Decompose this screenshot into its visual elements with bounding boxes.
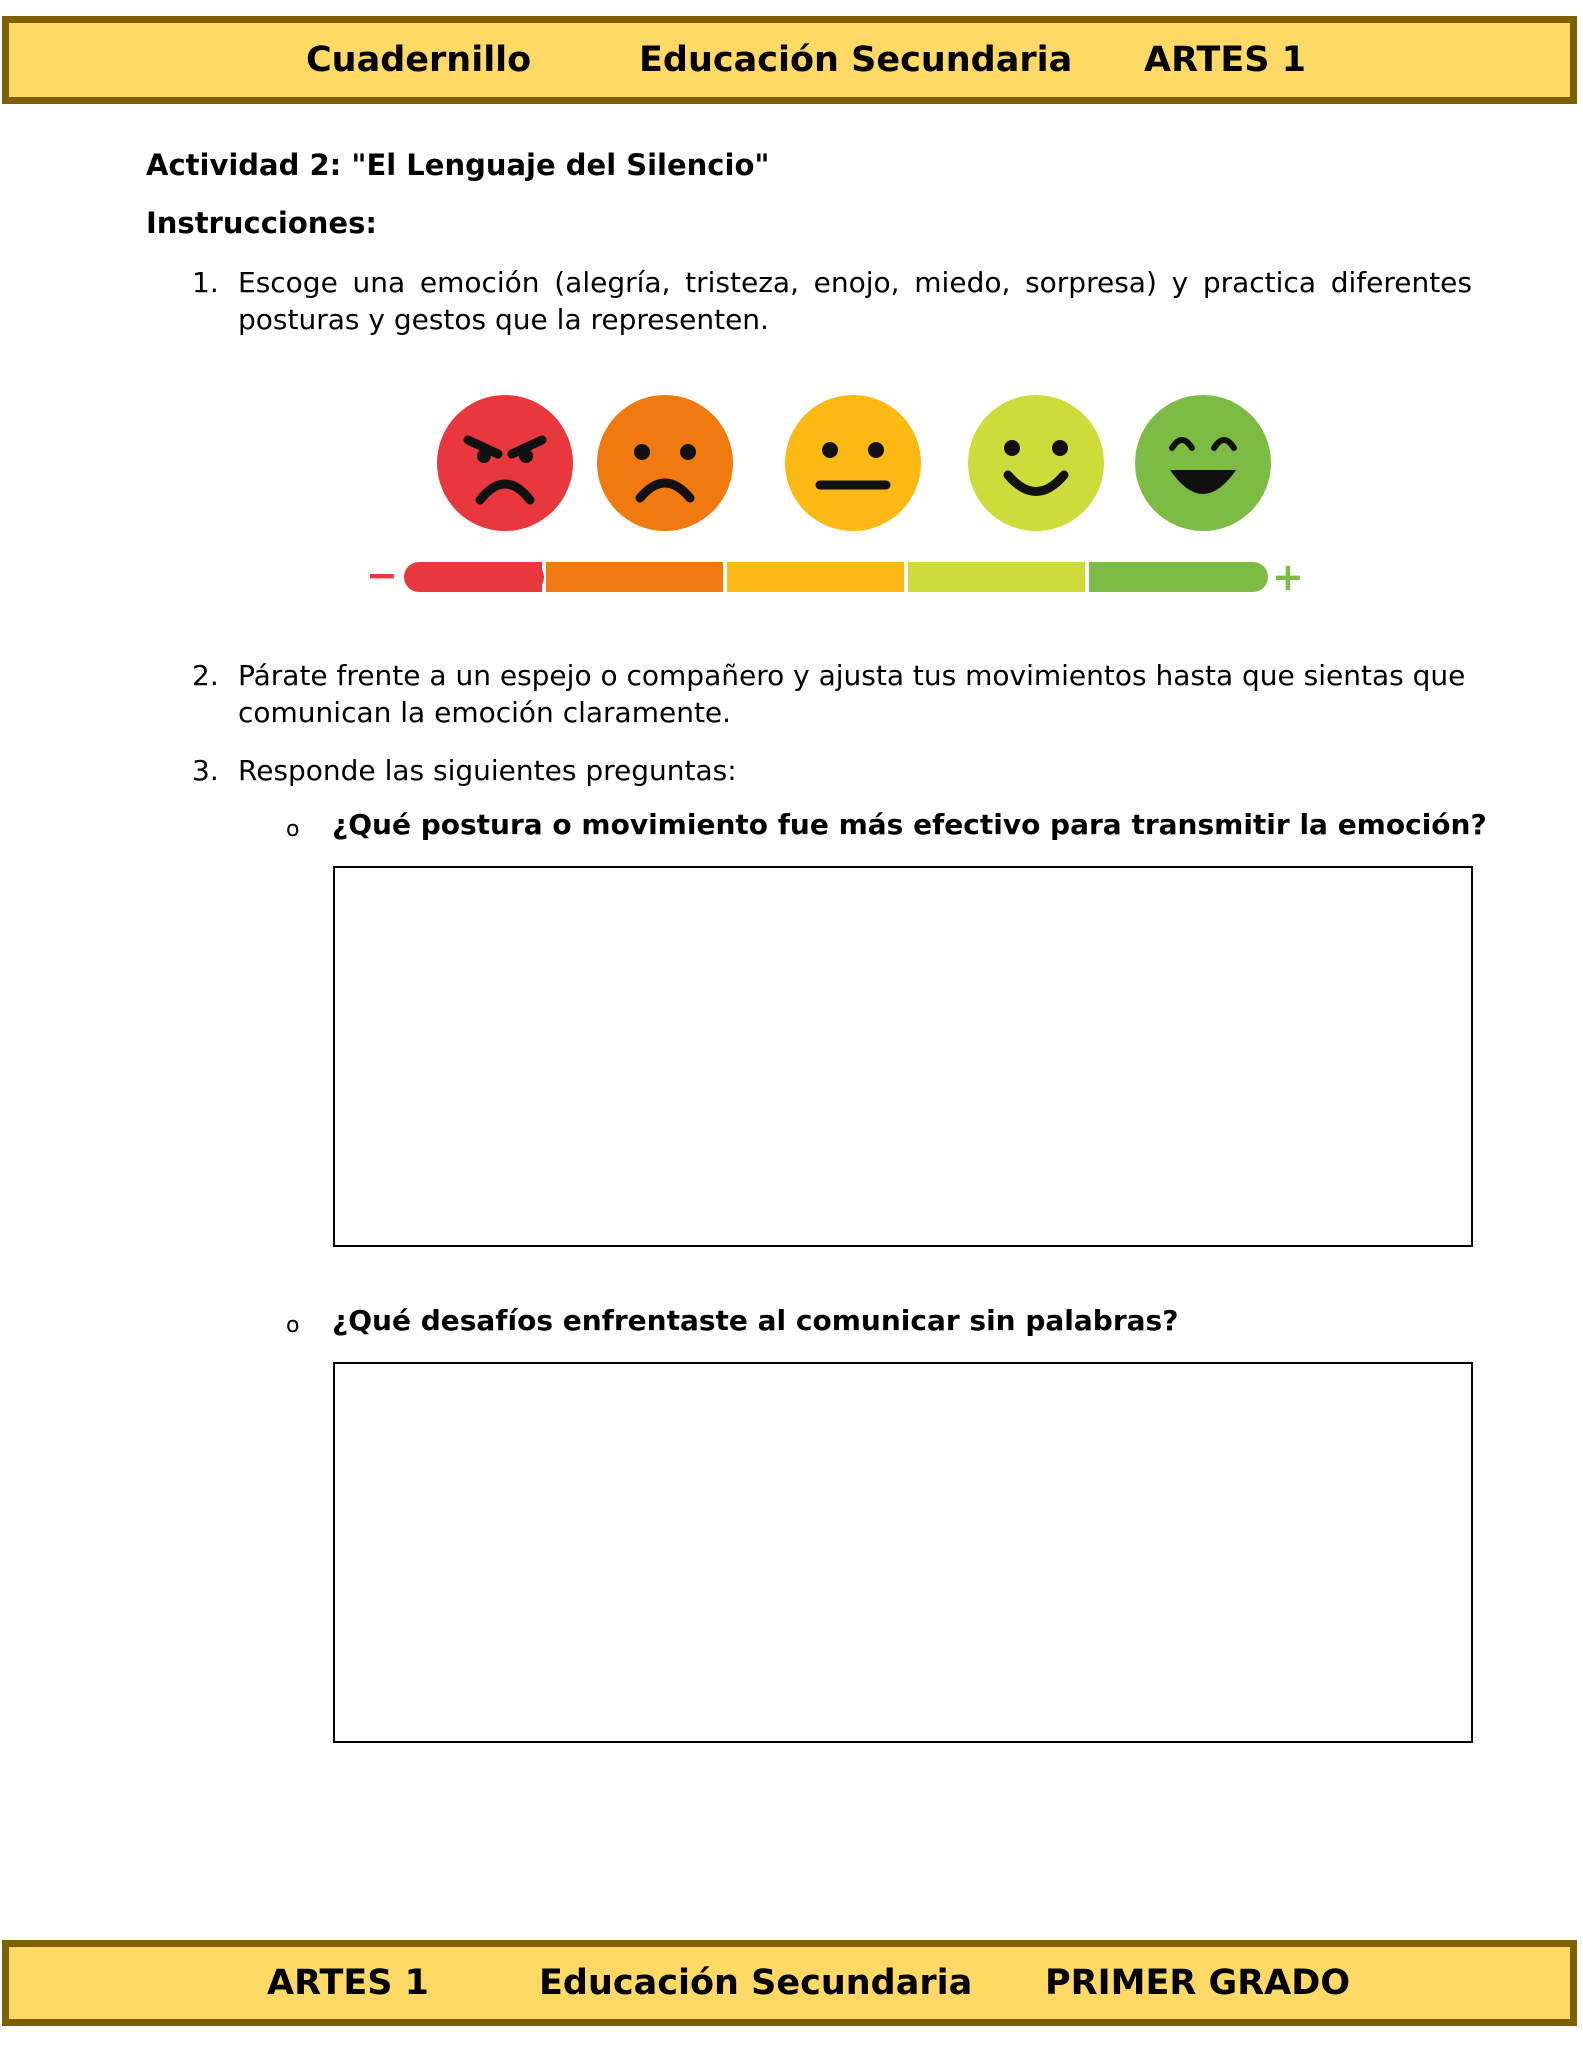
question-1-text: ¿Qué postura o movimiento fue más efectivo para transmitir la emoción? (332, 808, 1487, 841)
answer-box-2[interactable] (333, 1362, 1473, 1743)
smile-face-icon (968, 395, 1104, 531)
emotion-scale (360, 390, 1340, 610)
header-left: Cuadernillo (306, 40, 532, 80)
angry-face-icon (437, 395, 573, 531)
footer-center: Educación Secundaria (539, 1963, 973, 2003)
scale-minus-symbol: − (366, 553, 398, 597)
footer-band (2, 1940, 1577, 2026)
step-1-number: 1. (192, 266, 219, 299)
question-1-bullet: o (286, 817, 300, 842)
footer-right: PRIMER GRADO (1045, 1963, 1351, 2003)
happy-face-icon (1135, 395, 1271, 531)
emotion-scale-bar (404, 562, 1268, 592)
question-2-bullet: o (286, 1313, 300, 1338)
header-band (2, 16, 1577, 104)
sad-face-icon (597, 395, 733, 531)
step-1-text: Escoge una emoción (alegría, tristeza, enojo, miedo, sorpresa) y practica diferentes posturas y gestos que la representen. (238, 266, 1472, 336)
step-3-text: Responde las siguientes preguntas: (238, 754, 737, 787)
neutral-face-icon (785, 395, 921, 531)
header-center: Educación Secundaria (639, 40, 1073, 80)
question-2-text: ¿Qué desafíos enfrentaste al comunicar sin palabras? (332, 1304, 1179, 1337)
instructions-label: Instrucciones: (146, 206, 377, 240)
step-3-number: 3. (192, 754, 219, 787)
answer-box-1[interactable] (333, 866, 1473, 1247)
scale-plus-symbol: + (1272, 555, 1304, 599)
footer-left: ARTES 1 (267, 1963, 429, 2003)
step-2-number: 2. (192, 659, 219, 692)
header-right: ARTES 1 (1144, 40, 1306, 80)
step-2-text: Párate frente a un espejo o compañero y ajusta tus movimientos hasta que sientas que comunican la emoción claramente. (238, 659, 1466, 729)
activity-title: Actividad 2: "El Lenguaje del Silencio" (146, 148, 770, 182)
